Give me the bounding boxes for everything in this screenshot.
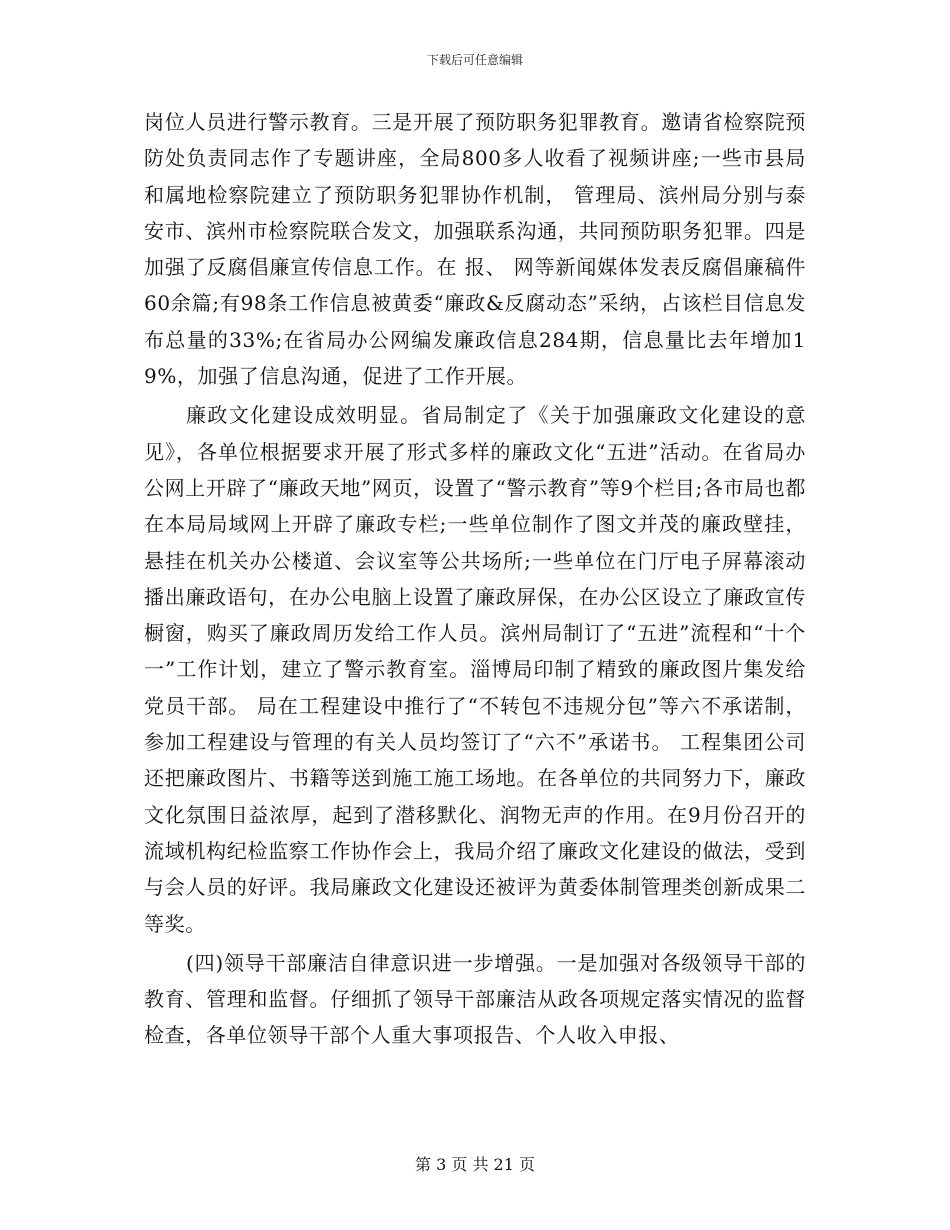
page-number-footer: 第 3 页 共 21 页	[415, 1155, 535, 1174]
paragraph-1: 岗位人员进行警示教育。三是开展了预防职务犯罪教育。邀请省检察院预防处负责同志作了专题讲座，全局800多人收看了视频讲座;一些市县局和属地检察院建立了预防职务犯罪协作机制， 管理局、滨州局分别与泰安市、滨州市检察院联合发文，加强联系沟通，共同预防职务犯罪。四是加强了反腐倡廉宣传信息工作。在 报、 网等新闻媒体发表反腐倡廉稿件60余篇;有98条工作信息被黄委“廉政&反腐动态”采纳，占该栏目信息发布总量的33%;在省局办公网编发廉政信息284期，信息量比去年增加19%，加强了信息沟通，促进了工作开展。	[144, 110, 806, 389]
page-header: 下载后可任意编辑	[426, 53, 523, 67]
paragraph-3: (四)领导干部廉洁自律意识进一步增强。一是加强对各级领导干部的教育、管理和监督。仔细抓了领导干部廉洁从政各项规定落实情况的监督检查，各单位领导干部个人重大事项报告、个人收入申报、	[144, 950, 806, 1048]
document-body	[144, 104, 806, 1054]
paragraph-2: 廉政文化建设成效明显。省局制定了《关于加强廉政文化建设的意见》，各单位根据要求开展了形式多样的廉政文化“五进”活动。在省局办公网上开辟了“廉政天地”网页，设置了“警示教育”等9个栏目;各市局也都在本局局域网上开辟了廉政专栏;一些单位制作了图文并茂的廉政壁挂，悬挂在机关办公楼道、会议室等公共场所;一些单位在门厅电子屏幕滚动播出廉政语句，在办公电脑上设置了廉政屏保，在办公区设立了廉政宣传橱窗，购买了廉政周历发给工作人员。滨州局制订了“五进”流程和“十个一”工作计划，建立了警示教育室。淄博局印制了精致的廉政图片集发给党员干部。 局在工程建设中推行了“不转包不违规分包”等六不承诺制，参加工程建设与管理的有关人员均签订了“六不”承诺书。 工程集团公司还把廉政图片、书籍等送到施工施工场地。在各单位的共同努力下，廉政文化氛围日益浓厚，起到了潜移默化、润物无声的作用。在9月份召开的流域机构纪检监察工作协作会上，我局介绍了廉政文化建设的做法，受到与会人员的好评。我局廉政文化建设还被评为黄委体制管理类创新成果二等奖。	[144, 403, 806, 936]
